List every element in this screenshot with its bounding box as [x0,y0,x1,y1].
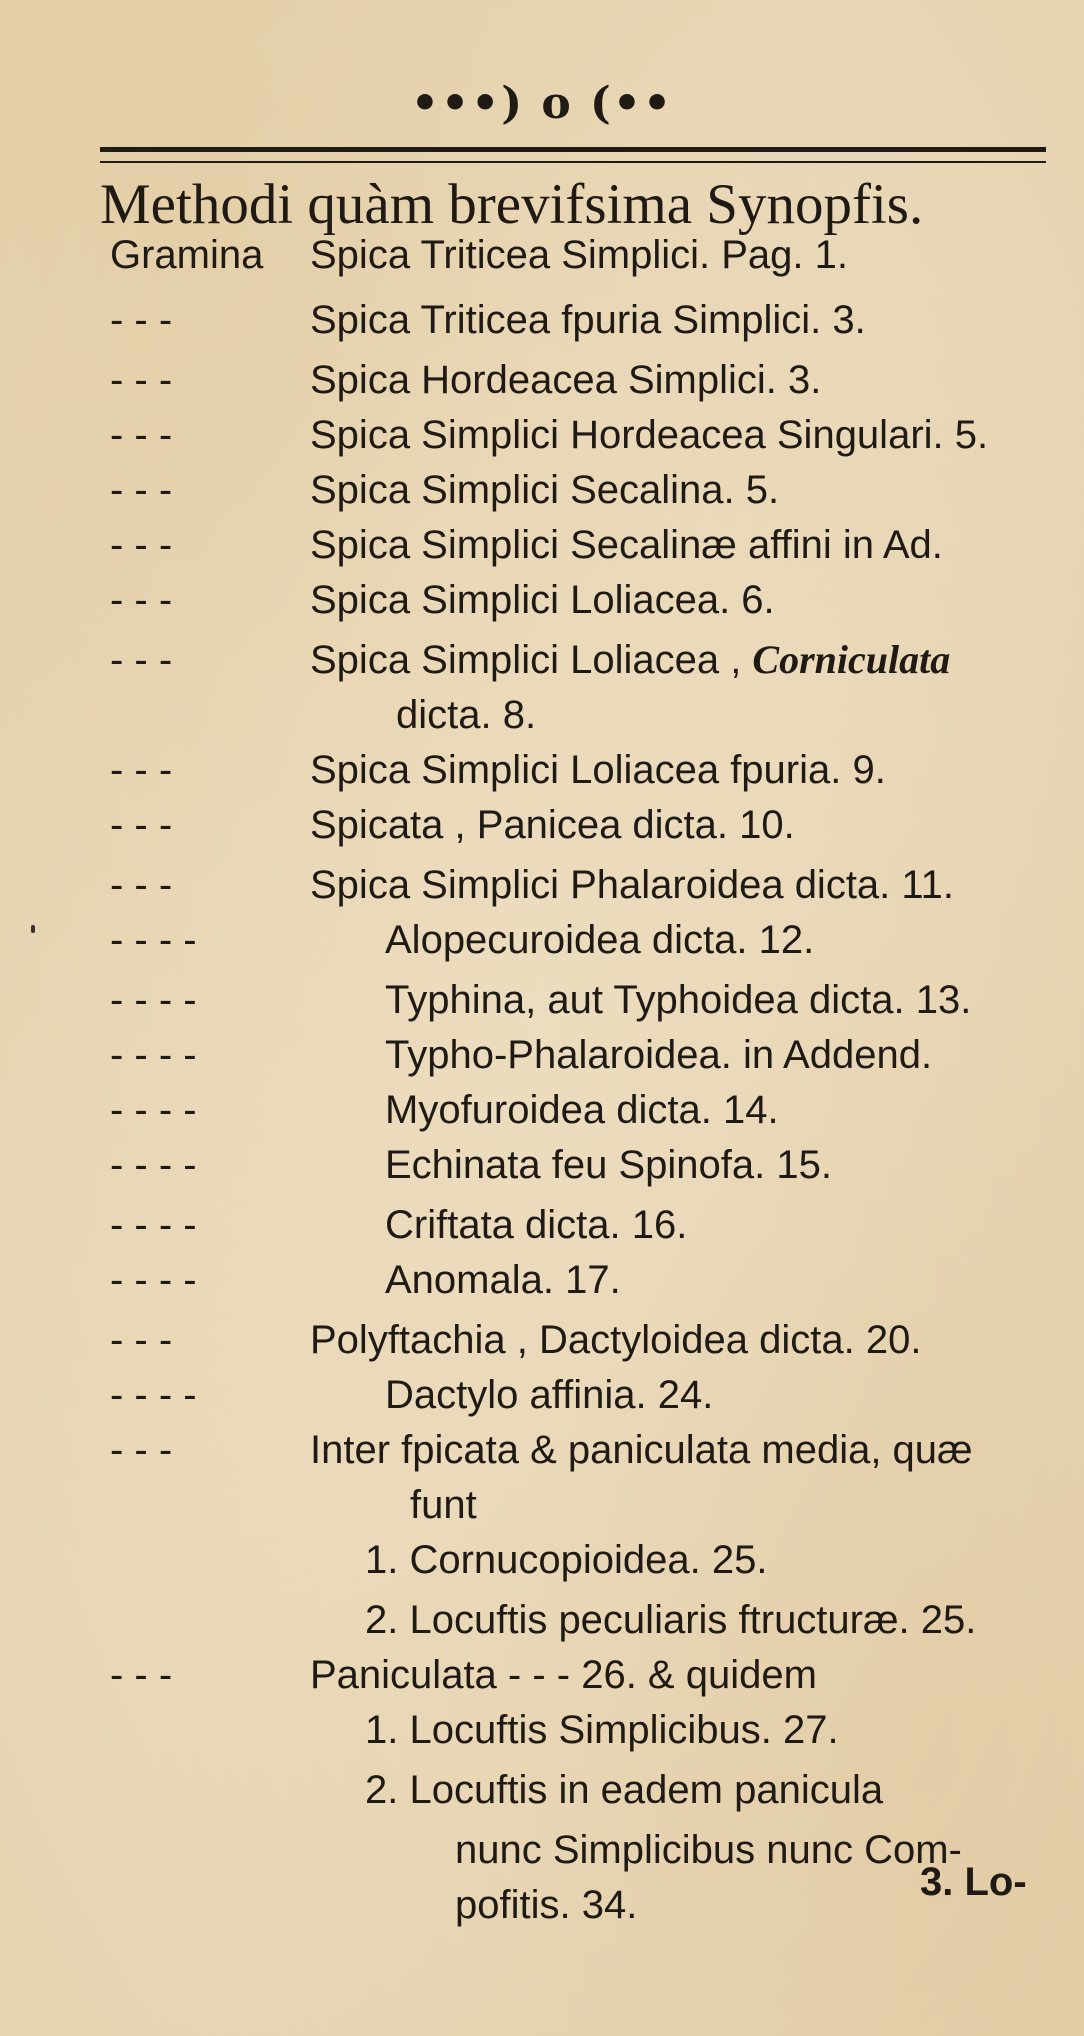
entry-text-body: Spica Simplici Secalinæ affini in Ad. [310,523,943,567]
entry-text [310,1420,973,1480]
entry-text [310,855,954,915]
entry-text [310,1645,817,1705]
entry-italic-term: Corniculata [752,637,951,682]
entry-text [385,1195,687,1255]
synopsis-entry [0,1135,1084,1195]
synopsis-entry [0,1365,1084,1425]
entry-text-body: Typhina, aut Typhoidea dicta. 13. [385,978,972,1022]
entry-text-body: Typho-Phalaroidea. in Addend. [385,1033,933,1077]
entry-text [310,740,886,800]
entry-lead: - - - [110,1653,173,1697]
page-title: Methodi quàm brevifsima Synopfis. [100,173,924,236]
synopsis-entry [0,630,1084,690]
entry-text-body: pofitis. 34. [455,1883,638,1927]
synopsis-entry [0,1700,1084,1760]
ink-speck [31,925,35,933]
entry-lead: - - - - [110,1258,197,1302]
synopsis-entry [0,970,1084,1030]
entry-text-body: Polyftachia , Dactyloidea dicta. 20. [310,1318,922,1362]
entry-text-body: Spica Simplici Loliacea , [310,638,753,682]
entry-text-body: nunc Simplicibus nunc Com- [455,1828,962,1872]
synopsis-entry [0,1250,1084,1310]
synopsis-entry [0,1420,1084,1480]
entry-lead: - - - [110,298,173,342]
entry-text-body: 1. Locuftis Simplicibus. 27. [365,1708,839,1752]
entry-text [365,1530,768,1590]
entry-text-body: Dactylo affinia. 24. [385,1373,714,1417]
entry-text [385,1135,832,1195]
entry-text [455,1875,637,1935]
synopsis-entry [0,570,1084,630]
entry-text-body: 2. Locuftis in eadem panicula [365,1768,884,1812]
entry-text-body: Inter fpicata & paniculata media, quæ [310,1428,973,1472]
entry-text [310,570,775,630]
entry-lead: - - - [110,638,173,682]
entry-text [310,350,821,410]
entry-lead: - - - [110,358,173,402]
entry-text-body: Spica Simplici Loliacea. 6. [310,578,775,622]
synopsis-entry [0,1760,1084,1820]
entry-text-body: Spica Hordeacea Simplici. 3. [310,358,822,402]
entry-lead: - - - - [110,918,197,962]
synopsis-entry [0,225,1084,285]
entry-text [310,405,988,465]
synopsis-entry [0,515,1084,575]
entry-text-body: Spica Triticea Simplici. Pag. 1. [310,233,848,277]
synopsis-entry [0,290,1084,350]
synopsis-entry [0,740,1084,800]
entry-text [310,460,779,520]
synopsis-entry [0,1310,1084,1370]
entry-text-body: Spica Simplici Secalina. 5. [310,468,780,512]
entry-text-body: Spica Simplici Loliacea fpuria. 9. [310,748,886,792]
entry-text-body: Spica Triticea fpuria Simplici. 3. [310,298,866,342]
entry-text-body: Myofuroidea dicta. 14. [385,1088,779,1132]
entry-text [396,685,536,745]
entry-text [310,795,795,855]
entry-lead: - - - [110,1318,173,1362]
entry-lead: - - - [110,413,173,457]
entry-text-body: 1. Cornucopioidea. 25. [365,1538,768,1582]
entry-text-body: Spica Simplici Phalaroidea dicta. 11. [310,863,955,907]
entry-lead: - - - - [110,1033,197,1077]
synopsis-entry [0,1645,1084,1705]
synopsis-entry [0,685,1084,745]
entry-text-body: funt [410,1483,477,1527]
entry-lead: - - - [110,748,173,792]
synopsis-entry [0,405,1084,465]
entry-text [365,1700,839,1760]
entry-lead: - - - [110,523,173,567]
entry-text-body: Paniculata - - - 26. & quidem [310,1653,817,1697]
header-double-rule [100,147,1046,163]
synopsis-entry [0,1475,1084,1535]
entry-text [310,225,848,285]
entry-lead: - - - - [110,1143,197,1187]
entry-text-body: Echinata feu Spinofa. 15. [385,1143,832,1187]
entry-text-body: Anomala. 17. [385,1258,621,1302]
entry-lead: - - - [110,468,173,512]
entry-text-body: dicta. 8. [396,693,537,737]
entry-text-body: 2. Locuftis peculiaris ftructuræ. 25. [365,1598,977,1642]
entry-lead: Gramina [110,233,264,277]
synopsis-entry [0,855,1084,915]
entry-text-body: Spica Simplici Hordeacea Singulari. 5. [310,413,989,457]
entry-text [455,1820,962,1880]
synopsis-entry [0,460,1084,520]
entry-text [385,1025,932,1085]
entry-text [385,970,971,1030]
entry-text-body: Criftata dicta. 16. [385,1203,688,1247]
entry-lead: - - - - [110,1373,197,1417]
entry-text-body: Alopecuroidea dicta. 12. [385,918,815,962]
synopsis-entry [0,1590,1084,1650]
entry-text [385,1365,713,1425]
entry-text [365,1760,883,1820]
entry-lead: - - - [110,803,173,847]
entry-text [310,630,950,690]
entry-lead: - - - - [110,1088,197,1132]
entry-lead: - - - - [110,978,197,1022]
entry-lead: - - - [110,578,173,622]
entry-text [365,1590,976,1650]
entry-text [410,1475,477,1535]
synopsis-entry [0,795,1084,855]
synopsis-entry [0,1195,1084,1255]
entry-text [310,290,866,350]
synopsis-entry [0,1025,1084,1085]
synopsis-entry [0,350,1084,410]
synopsis-entry [0,1080,1084,1140]
entry-lead: - - - [110,1428,173,1472]
entry-text-body: Spicata , Panicea dicta. 10. [310,803,795,847]
entry-text [385,910,814,970]
entry-lead: - - - [110,863,173,907]
synopsis-entry [0,1530,1084,1590]
entry-lead: - - - - [110,1203,197,1247]
entry-text [385,1250,621,1310]
page-header-ornament: •••) o (•• [410,78,674,129]
entry-text [385,1080,779,1140]
synopsis-entry [0,910,1084,970]
entry-text [310,515,943,575]
entry-text [310,1310,921,1370]
catchword: 3. Lo- [920,1860,1027,1904]
